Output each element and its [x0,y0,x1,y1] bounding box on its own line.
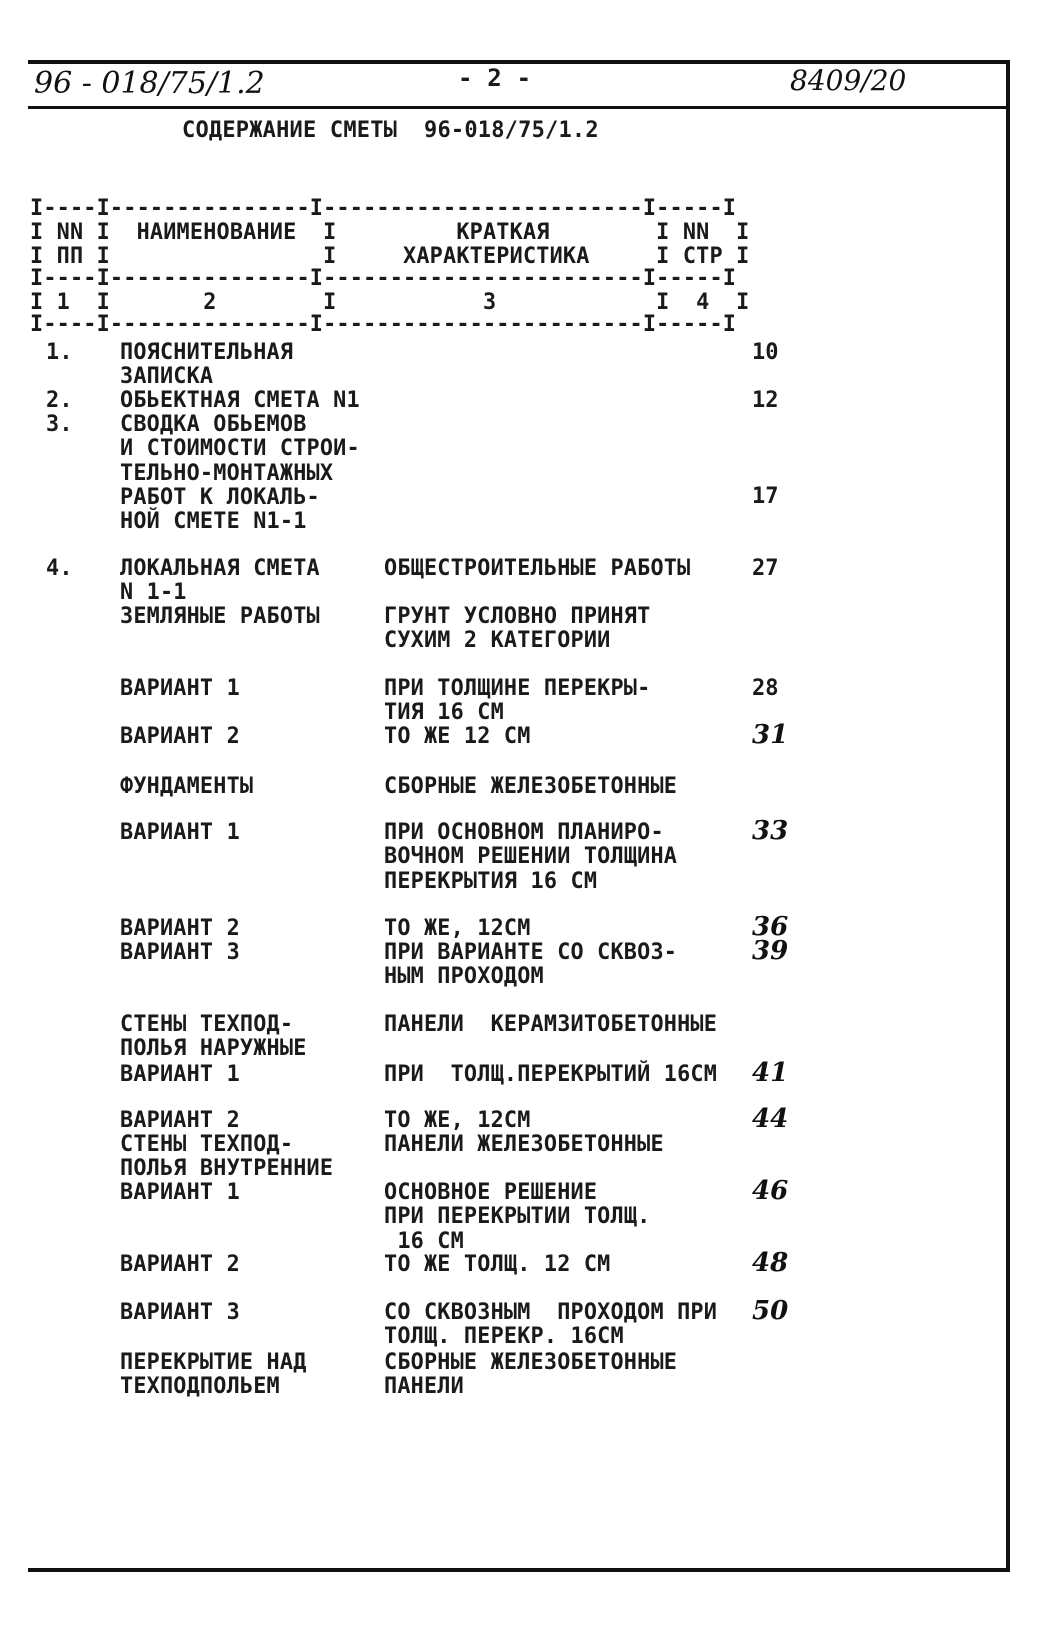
entry-name: СТЕНЫ ТЕХПОД- [120,1132,294,1157]
entry-description: ПРИ ВАРИАНТЕ СО СКВОЗ- [384,940,678,965]
entry-description: ПЕРЕКРЫТИЯ 16 СМ [384,868,598,894]
entry-page-number: 36 [752,912,789,942]
entry-name: ВАРИАНТ 3 [120,940,240,965]
entry-description: ТО ЖЕ, 12СМ [384,1108,531,1133]
entry-description: 16 СМ [384,1228,464,1254]
entry-description: ГРУНТ УСЛОВНО ПРИНЯТ [384,604,651,629]
entry-page-number: 31 [752,720,789,750]
entry-name: ОБЬЕКТНАЯ СМЕТА N1 [120,388,360,413]
entry-page-number: 33 [752,816,789,846]
entry-page-number: 48 [752,1248,789,1278]
entry-description: ТИЯ 16 СМ [384,700,504,726]
entry-name: ВАРИАНТ 2 [120,1108,240,1133]
entry-page-number: 12 [752,388,779,413]
entry-name: НОЙ СМЕТЕ N1-1 [120,509,307,535]
entry-page-number: 28 [752,676,779,701]
entry-name: ЗАПИСКА [120,364,214,390]
entry-description: ПАНЕЛИ КЕРАМЗИТОБЕТОННЫЕ [384,1012,718,1037]
entry-description: СУХИМ 2 КАТЕГОРИИ [384,628,611,654]
entry-name: ТЕЛЬНО-МОНТАЖНЫХ [120,460,334,486]
entry-name: ВАРИАНТ 3 [120,1300,240,1325]
entry-description: ПРИ ОСНОВНОМ ПЛАНИРО- [384,820,664,845]
entry-description: ТО ЖЕ, 12СМ [384,916,531,941]
entry-name: ВАРИАНТ 1 [120,676,240,701]
entry-name: ПОЛЬЯ ВНУТРЕННИЕ [120,1156,334,1182]
entry-name: ВАРИАНТ 1 [120,1062,240,1087]
entry-description: ПАНЕЛИ ЖЕЛЕЗОБЕТОННЫЕ [384,1132,664,1157]
entry-description: ОСНОВНОЕ РЕШЕНИЕ [384,1180,598,1205]
entry-name: ВАРИАНТ 1 [120,1180,240,1205]
inventory-number: 8409/20 [790,64,907,97]
entry-description: ОБЩЕСТРОИТЕЛЬНЫЕ РАБОТЫ [384,556,691,581]
table-header-row: I ПП I I ХАРАКТЕРИСТИКА I СТР I [30,244,750,269]
entry-description: СБОРНЫЕ ЖЕЛЕЗОБЕТОННЫЕ [384,1350,678,1375]
entry-name: СТЕНЫ ТЕХПОД- [120,1012,294,1037]
entry-description: СО СКВОЗНЫМ ПРОХОДОМ ПРИ [384,1300,718,1325]
entry-page-number: 10 [752,340,779,365]
entry-name: ЗЕМЛЯНЫЕ РАБОТЫ [120,604,320,629]
entry-name: ВАРИАНТ 2 [120,1252,240,1277]
entry-description: ПАНЕЛИ [384,1374,464,1400]
entry-number: 4. [46,556,73,581]
entry-number: 3. [46,412,73,437]
entry-name: ПОЯСНИТЕЛЬНАЯ [120,340,294,365]
entry-description: ТОЛЩ. ПЕРЕКР. 16СМ [384,1324,624,1350]
entry-description: НЫМ ПРОХОДОМ [384,964,544,990]
entry-description: ТО ЖЕ 12 СМ [384,724,531,749]
entry-name: РАБОТ К ЛОКАЛЬ- [120,484,320,510]
table-number-row: I 1 I 2 I 3 I 4 I [30,290,750,315]
doc-code: 96 - 018/75/1.2 [34,66,265,101]
entry-name: ВАРИАНТ 1 [120,820,240,845]
table-rule: I----I---------------I------------------------I-----I [30,312,737,337]
document-title: СОДЕРЖАНИЕ СМЕТЫ 96-018/75/1.2 [182,118,599,143]
entry-page-number: 39 [752,936,789,966]
entry-description: СБОРНЫЕ ЖЕЛЕЗОБЕТОННЫЕ [384,774,678,799]
page-marker: - 2 - [458,64,532,92]
entry-name: И СТОИМОСТИ СТРОИ- [120,436,360,462]
entry-name: ФУНДАМЕНТЫ [120,774,254,799]
entry-description: ТО ЖЕ ТОЛЩ. 12 СМ [384,1252,611,1277]
entry-description: ПРИ ТОЛЩИНЕ ПЕРЕКРЫ- [384,676,651,701]
header-rule [28,106,1010,109]
entry-page-number: 44 [752,1104,789,1134]
entry-description: ПРИ ПЕРЕКРЫТИИ ТОЛЩ. [384,1204,651,1230]
entry-description: ПРИ ТОЛЩ.ПЕРЕКРЫТИЙ 16СМ [384,1062,718,1087]
entry-name: ПОЛЬЯ НАРУЖНЫЕ [120,1036,307,1062]
table-header-row: I NN I НАИМЕНОВАНИЕ I КРАТКАЯ I NN I [30,220,750,245]
entry-number: 1. [46,340,73,365]
entry-page-number: 50 [752,1296,789,1326]
entry-page-number: 41 [752,1058,789,1088]
entry-name: СВОДКА ОБЬЕМОВ [120,412,307,437]
entry-description: ВОЧНОМ РЕШЕНИИ ТОЛЩИНА [384,844,678,870]
table-rule: I----I---------------I------------------------I-----I [30,196,737,221]
entry-name: ВАРИАНТ 2 [120,724,240,749]
entry-number: 2. [46,388,73,413]
entry-name: ПЕРЕКРЫТИЕ НАД [120,1350,307,1375]
entry-name: ЛОКАЛЬНАЯ СМЕТА [120,556,320,581]
entry-page-number: 27 [752,556,779,581]
entry-name: ТЕХПОДПОЛЬЕМ [120,1374,280,1400]
table-rule: I----I---------------I------------------------I-----I [30,266,737,291]
entry-page-number: 46 [752,1176,789,1206]
entry-page-number: 17 [752,484,779,509]
entry-name: N 1-1 [120,580,187,606]
entry-name: ВАРИАНТ 2 [120,916,240,941]
